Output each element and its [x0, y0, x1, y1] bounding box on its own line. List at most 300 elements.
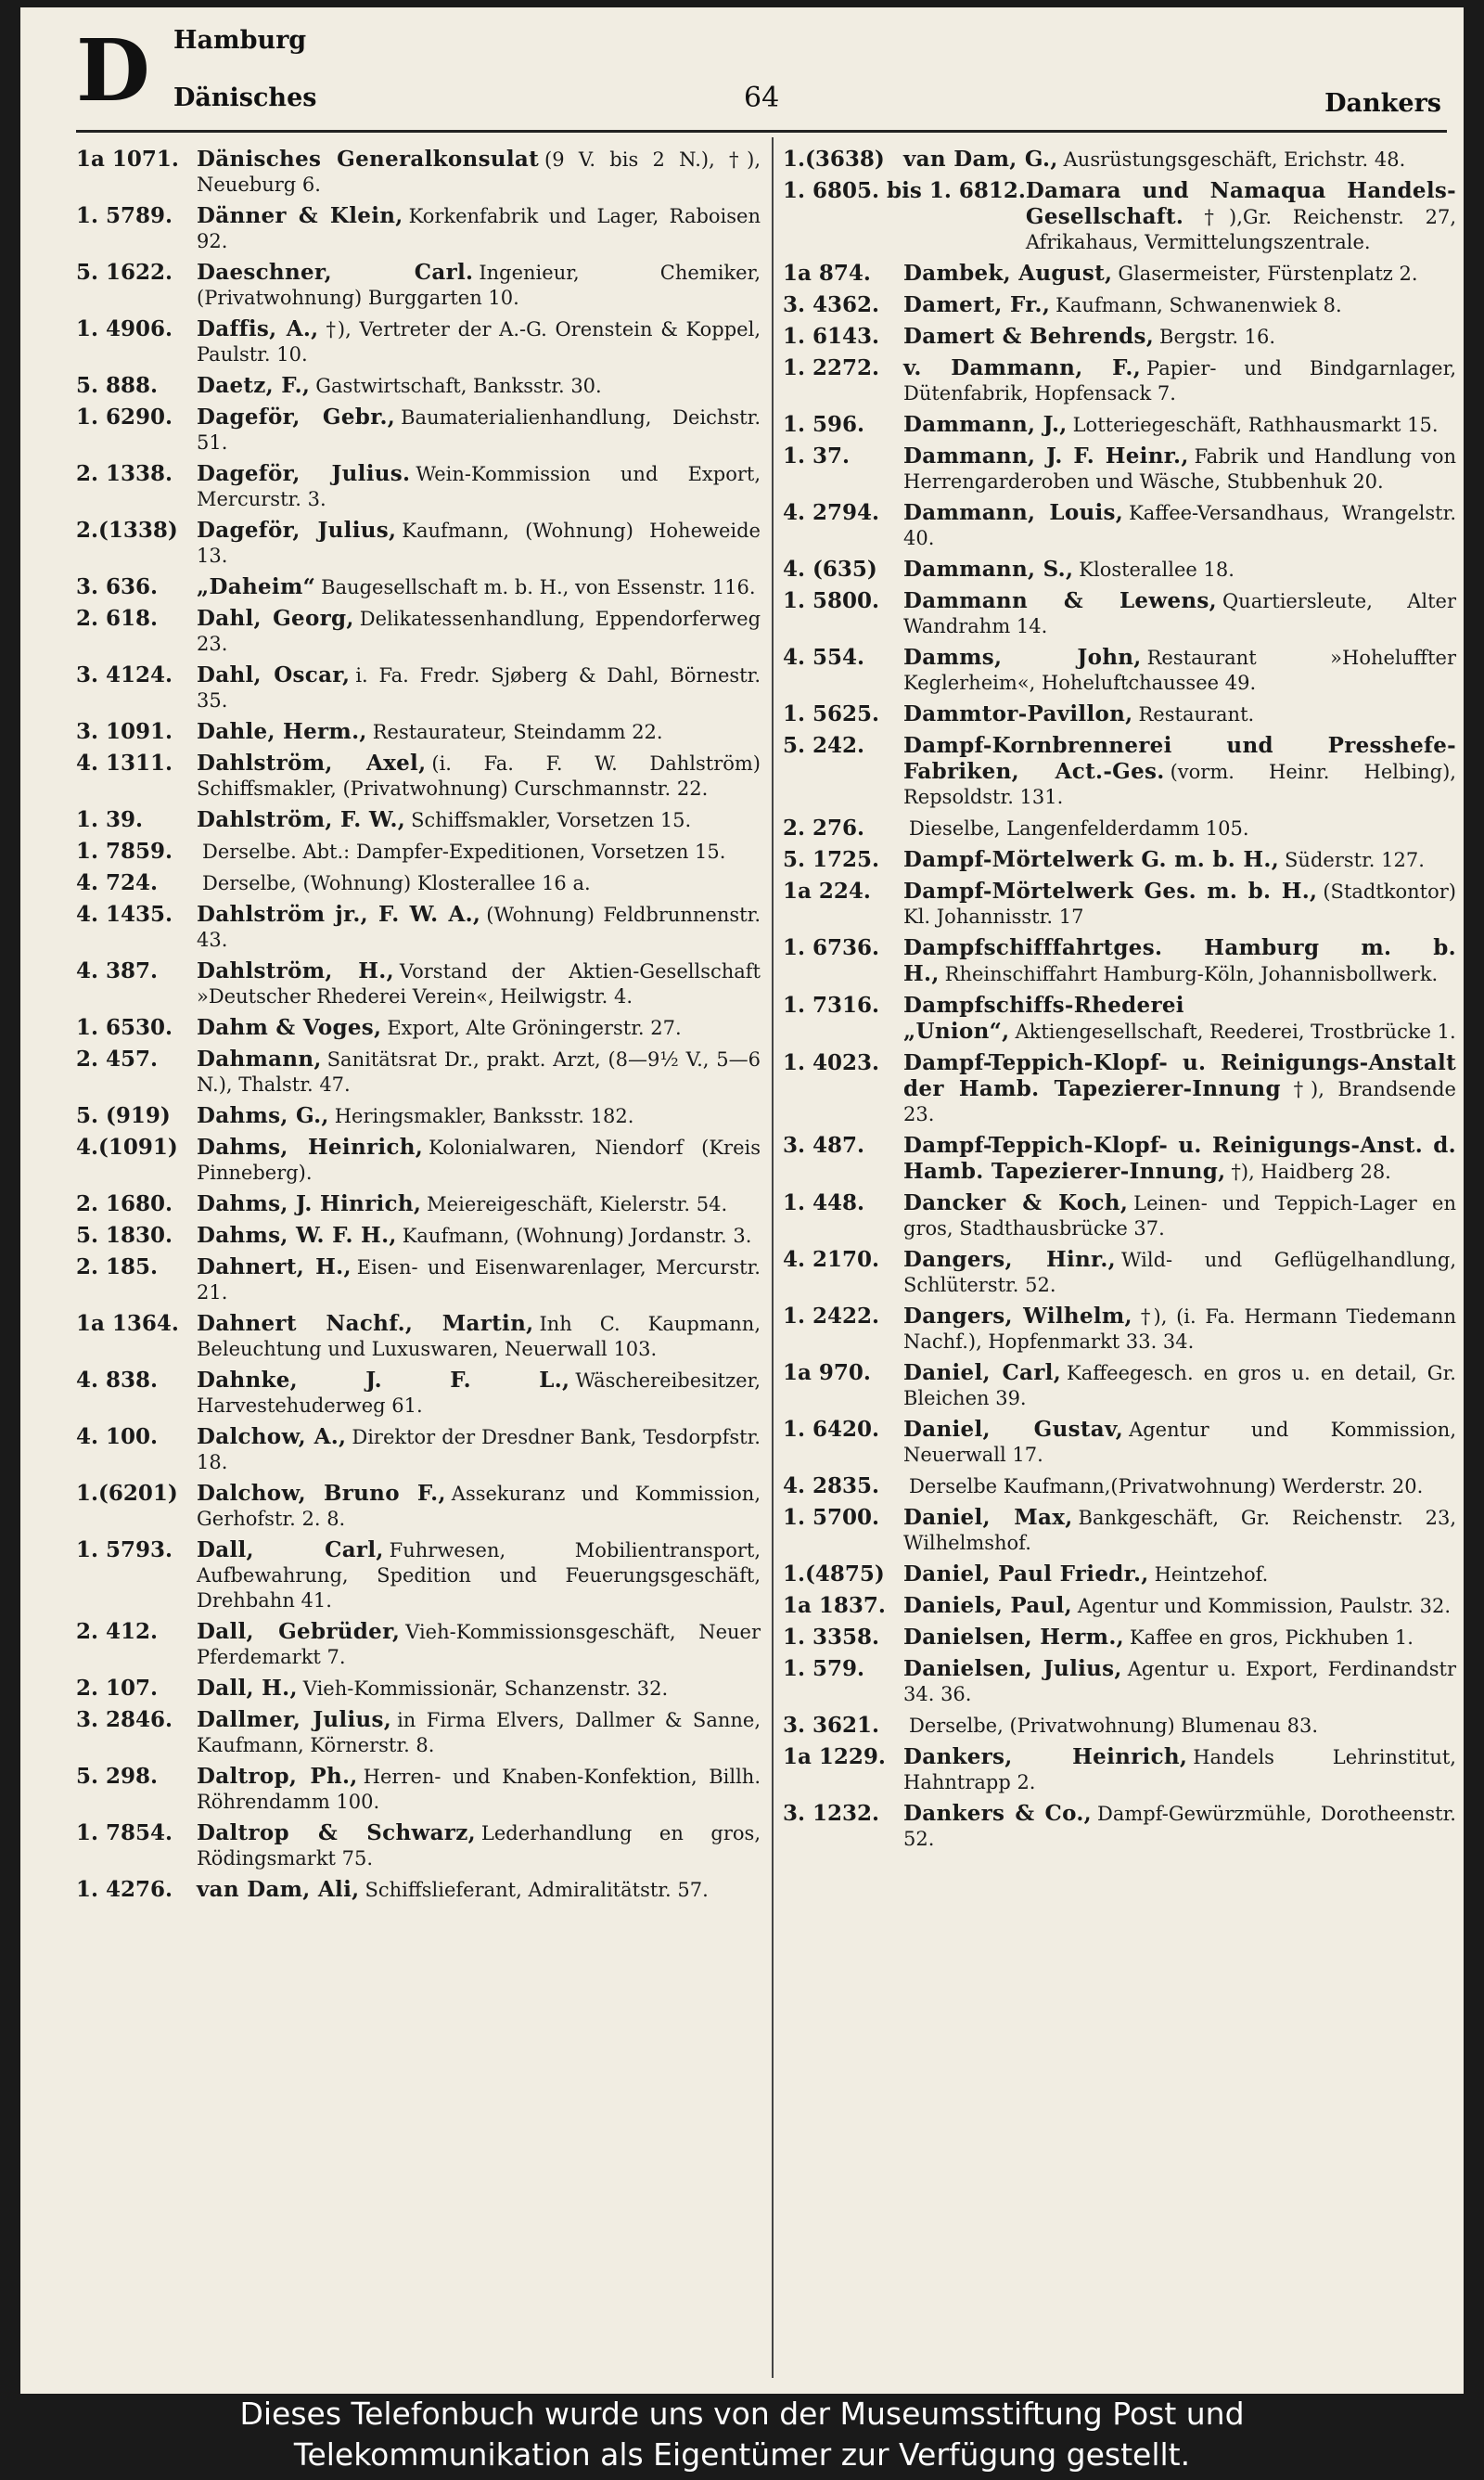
directory-entry: [76, 839, 761, 865]
directory-entry: [783, 879, 1456, 930]
subscriber-details: Baumaterialienhandlung, Deichstr. 51.: [197, 406, 761, 454]
subscriber-name: Daeschner, Carl.: [197, 260, 474, 285]
entry-text: [903, 1473, 1456, 1499]
subscriber-details: Gastwirtschaft, Banksstr. 30.: [315, 375, 602, 397]
subscriber-details: Bankgeschäft, Gr. Reichenstr. 23, Wilhelmshof.: [903, 1507, 1457, 1554]
subscriber-name: Dahl, Oscar,: [197, 662, 351, 687]
subscriber-details: Kolonialwaren, Niendorf (Kreis Pinneberg).: [197, 1137, 761, 1184]
directory-entry: [76, 958, 761, 1009]
directory-entry: [783, 1473, 1456, 1499]
subscriber-details: Derselbe, (Privatwohnung) Blumenau 83.: [909, 1715, 1319, 1737]
entry-text: [903, 1304, 1456, 1355]
entry-text: [197, 1877, 761, 1903]
directory-entry: [76, 1707, 761, 1758]
subscriber-details: Lotteriegeschäft, Rathhausmarkt 15.: [1072, 414, 1439, 436]
directory-entry: [76, 1047, 761, 1098]
entry-text: [197, 1619, 761, 1670]
phone-number: 1.(3638): [783, 147, 885, 172]
subscriber-details: Glasermeister, Fürstenplatz 2.: [1118, 263, 1418, 285]
entry-text: [197, 1047, 761, 1098]
left-column: [76, 147, 761, 1908]
subscriber-details: Dampf-Gewürzmühle, Dorotheenstr. 52.: [903, 1803, 1456, 1850]
entry-text: [903, 412, 1456, 438]
directory-entry: [76, 870, 761, 896]
subscriber-details: Wein-Kommission und Export, Mercurstr. 3.: [197, 463, 761, 510]
subscriber-name: Daniel, Gustav,: [903, 1417, 1124, 1442]
phone-number: 4. (635): [783, 557, 877, 582]
directory-entry: [76, 1764, 761, 1815]
subscriber-name: Dampfschiffs-Rhederei „Union“,: [903, 993, 1184, 1044]
directory-entry: [783, 1247, 1456, 1298]
subscriber-name: Daniel, Carl,: [903, 1360, 1062, 1385]
directory-entry: [76, 1619, 761, 1670]
directory-entry: [76, 1481, 761, 1532]
subscriber-details: Süderstr. 127.: [1285, 849, 1425, 871]
subscriber-name: Damert & Behrends,: [903, 324, 1155, 349]
directory-entry: [783, 1417, 1456, 1468]
subscriber-details: Kaffee-Versandhaus, Wrangelstr. 40.: [903, 502, 1456, 549]
subscriber-details: Restaurateur, Steindamm 22.: [372, 721, 663, 743]
entry-text: [903, 355, 1456, 406]
entry-text: [197, 1424, 761, 1475]
directory-entry: [76, 1368, 761, 1419]
footer-notice: [0, 2394, 1484, 2475]
subscriber-details: Schiffslieferant, Admiralitätstr. 57.: [365, 1879, 709, 1901]
subscriber-details: Wild- und Geflügelhandlung, Schlüterstr. 52.: [903, 1249, 1456, 1296]
subscriber-details: †), (i. Fa. Hermann Tiedemann Nachf.), Hopfenmarkt 33. 34.: [903, 1305, 1456, 1353]
subscriber-details: Quartiersleute, Alter Wandrahm 14.: [903, 590, 1456, 637]
entry-text: [197, 751, 761, 802]
phone-number: 4. 2794.: [783, 500, 880, 525]
subscriber-name: Dahnke, J. F. L.,: [197, 1368, 570, 1393]
footer-line-1: Dieses Telefonbuch wurde uns von der Museumsstiftung Post und: [239, 2396, 1245, 2432]
subscriber-name: Dambek, August,: [903, 261, 1113, 286]
subscriber-name: Dahms, Heinrich,: [197, 1135, 424, 1160]
subscriber-details: Agentur und Kommission, Paulstr. 32.: [1077, 1595, 1452, 1617]
phone-number: 1. 7859.: [76, 839, 173, 864]
subscriber-name: Dampf-Mörtelwerk Ges. m. b. H.,: [903, 879, 1318, 904]
entry-text: [197, 1311, 761, 1362]
phone-number: 1. 7316.: [783, 993, 880, 1018]
directory-entry: [76, 316, 761, 367]
subscriber-name: Dammann, Louis,: [903, 500, 1124, 525]
subscriber-details: Vieh-Kommissionär, Schanzenstr. 32.: [302, 1677, 669, 1700]
subscriber-name: Dampf-Kornbrennerei und Presshefe-Fabriken, Act.-Ges.: [903, 733, 1456, 784]
subscriber-details: Fuhrwesen, Mobilientransport, Aufbewahrung, Spedition und Feuerungsgeschäft, Drehbahn 41.: [197, 1539, 761, 1612]
entry-text: [903, 261, 1456, 287]
entry-text: [197, 902, 761, 953]
phone-number: 2. 185.: [76, 1254, 159, 1279]
subscriber-name: Dangers, Wilhelm,: [903, 1304, 1132, 1329]
directory-entry: [76, 1223, 761, 1249]
directory-entry: [783, 1656, 1456, 1707]
subscriber-details: Baugesellschaft m. b. H., von Essenstr. 116.: [321, 576, 756, 598]
entry-text: [903, 324, 1456, 350]
phone-number: 1. 2272.: [783, 355, 880, 380]
entry-text: [903, 701, 1456, 727]
directory-entry: [76, 574, 761, 600]
phone-number: 1.(4875): [783, 1561, 885, 1587]
subscriber-details: Sanitätsrat Dr., prakt. Arzt, (8—9½ V., 5—6 N.), Thalstr. 47.: [197, 1048, 761, 1096]
phone-number: 1a 970.: [783, 1360, 871, 1385]
subscriber-name: Dageför, Gebr.,: [197, 405, 396, 430]
subscriber-name: Dallmer, Julius,: [197, 1707, 392, 1732]
entry-text: [903, 1247, 1456, 1298]
subscriber-name: Daffis, A.,: [197, 316, 319, 341]
directory-entry: [783, 500, 1456, 551]
subscriber-name: Dalchow, A.,: [197, 1424, 347, 1449]
entry-text: [197, 405, 761, 456]
subscriber-name: Dall, Carl,: [197, 1537, 384, 1562]
subscriber-details: Kaufmann, (Wohnung) Hoheweide 13.: [197, 520, 761, 567]
directory-entry: [76, 1877, 761, 1903]
phone-number: 4. 1435.: [76, 902, 173, 927]
directory-entry: [783, 178, 1456, 255]
subscriber-details: Ausrüstungsgeschäft, Erichstr. 48.: [1063, 148, 1406, 171]
entry-text: [903, 588, 1456, 639]
directory-entry: [76, 751, 761, 802]
directory-entry: [76, 902, 761, 953]
subscriber-details: Kaufmann, (Wohnung) Jordanstr. 3.: [402, 1225, 752, 1247]
phone-number: 4.(1091): [76, 1135, 178, 1160]
subscriber-name: Danielsen, Herm.,: [903, 1625, 1124, 1650]
phone-number: 2.(1338): [76, 518, 178, 543]
phone-number: 5. 1622.: [76, 260, 173, 285]
subscriber-name: Dall, Gebrüder,: [197, 1619, 401, 1644]
entry-text: [903, 847, 1456, 873]
entry-text: [197, 147, 761, 198]
subscriber-details: (Stadtkontor) Kl. Johannisstr. 17: [903, 880, 1456, 928]
entry-text: [1026, 178, 1456, 255]
phone-number: 2. 618.: [76, 606, 159, 631]
subscriber-name: Dankers, Heinrich,: [903, 1744, 1188, 1769]
subscriber-details: Ingenieur, Chemiker, (Privatwohnung) Burggarten 10.: [197, 262, 761, 309]
subscriber-details: Meiereigeschäft, Kielerstr. 54.: [427, 1193, 728, 1215]
subscriber-name: Dänner & Klein,: [197, 203, 403, 228]
phone-number: 2. 1338.: [76, 461, 173, 486]
directory-entry: [783, 147, 1456, 173]
directory-entry: [76, 203, 761, 254]
entry-text: [903, 443, 1456, 495]
subscriber-name: Dahms, J. Hinrich,: [197, 1191, 422, 1216]
phone-number: 3. 4124.: [76, 662, 173, 687]
right-guide-word: Dankers: [1324, 89, 1441, 118]
phone-number: 1. 6736.: [783, 935, 880, 960]
subscriber-details: Vorstand der Aktien-Gesellschaft »Deutscher Rhederei Verein«, Heilwigstr. 4.: [197, 960, 761, 1008]
subscriber-details: (Wohnung) Feldbrunnenstr. 43.: [197, 904, 761, 951]
column-divider: [772, 137, 774, 2378]
subscriber-details: Restaurant »Hoheluffter Keglerheim«, Hoheluftchaussee 49.: [903, 647, 1456, 694]
phone-number: 1. 3358.: [783, 1625, 880, 1650]
subscriber-name: Dahnert Nachf., Martin,: [197, 1311, 534, 1336]
phone-number: 3. 1232.: [783, 1801, 880, 1826]
phone-number: 1. 39.: [76, 807, 144, 832]
subscriber-name: Dahl, Georg,: [197, 606, 354, 631]
subscriber-details: in Firma Elvers, Dallmer & Sanne, Kaufmann, Körnerstr. 8.: [197, 1709, 761, 1756]
entry-text: [903, 733, 1456, 810]
phone-number: 2. 276.: [783, 816, 865, 841]
subscriber-name: Damert, Fr.,: [903, 292, 1051, 317]
directory-entry: [783, 1713, 1456, 1739]
directory-entry: [76, 1103, 761, 1129]
entry-text: [197, 606, 761, 657]
phone-number: 3. 3621.: [783, 1713, 880, 1738]
phone-number: 1a 1837.: [783, 1593, 886, 1618]
entry-text: [197, 1223, 761, 1249]
subscriber-name: Damara und Namaqua Handels-Gesellschaft.: [1025, 178, 1456, 229]
subscriber-details: Leinen- und Teppich-Lager en gros, Stadthausbrücke 37.: [903, 1192, 1456, 1240]
directory-entry: [783, 588, 1456, 639]
directory-entry: [783, 733, 1456, 810]
phone-number: 1. 448.: [783, 1190, 865, 1215]
subscriber-details: Herren- und Knaben-Konfektion, Billh. Röhrendamm 100.: [197, 1766, 761, 1813]
subscriber-name: Dageför, Julius.: [197, 461, 411, 486]
subscriber-details: (i. Fa. F. W. Dahlström) Schiffsmakler, (Privatwohnung) Curschmannstr. 22.: [197, 752, 761, 800]
phone-number: 1. 5800.: [783, 588, 880, 613]
entry-text: [197, 839, 761, 865]
subscriber-name: Dammtor-Pavillon,: [903, 701, 1133, 726]
entry-text: [197, 1481, 761, 1532]
phone-number: 1. 579.: [783, 1656, 865, 1681]
phone-number: 2. 107.: [76, 1676, 159, 1701]
directory-entry: [783, 1801, 1456, 1852]
phone-number: 2. 1680.: [76, 1191, 173, 1216]
subscriber-name: Dahlström, F. W.,: [197, 807, 406, 832]
phone-number: 1. 5793.: [76, 1537, 173, 1562]
entry-text: [197, 1537, 761, 1613]
directory-entry: [76, 1191, 761, 1217]
footer-line-2: Telekommunikation als Eigentümer zur Verfügung gestellt.: [293, 2436, 1191, 2473]
subscriber-details: Aktiengesellschaft, Reederei, Trostbrücke 1.: [1015, 1021, 1456, 1043]
header-rule: [76, 130, 1447, 133]
phone-number: 1. 2422.: [783, 1304, 880, 1329]
entry-text: [903, 1190, 1456, 1241]
entry-text: [903, 1713, 1456, 1739]
subscriber-details: Dieselbe, Langenfelderdamm 105.: [909, 817, 1249, 840]
directory-entry: [76, 373, 761, 399]
subscriber-name: Dammann, S.,: [903, 557, 1074, 582]
subscriber-name: Dahnert, H.,: [197, 1254, 352, 1279]
phone-number: 5. 298.: [76, 1764, 159, 1789]
phone-number: 3. 1091.: [76, 719, 173, 744]
directory-entry: [76, 518, 761, 569]
subscriber-name: Dahlström, H.,: [197, 958, 394, 983]
subscriber-name: Dahlström, Axel,: [197, 751, 427, 776]
phone-number: 1a 1071.: [76, 147, 179, 172]
directory-entry: [76, 1820, 761, 1871]
entry-text: [903, 292, 1456, 318]
entry-text: [197, 958, 761, 1009]
entry-text: [197, 719, 761, 745]
phone-number: 4. 100.: [76, 1424, 159, 1449]
subscriber-name: Dänisches Generalkonsulat: [197, 147, 540, 172]
subscriber-name: Dahmann,: [197, 1047, 322, 1072]
phone-number: 5. 1830.: [76, 1223, 173, 1248]
directory-entry: [76, 1676, 761, 1702]
entry-text: [197, 807, 761, 833]
directory-entry: [783, 1744, 1456, 1795]
phone-number: 1. 6805. bis 1. 6812.: [783, 178, 1026, 203]
directory-entry: [76, 1135, 761, 1186]
directory-entry: [76, 807, 761, 833]
entry-text: [903, 1561, 1456, 1587]
phone-number: 1. 4276.: [76, 1877, 173, 1902]
subscriber-name: van Dam, G.,: [903, 147, 1058, 172]
subscriber-name: Dampf-Teppich-Klopf- u. Reinigungs-Anst. d. Hamb. Tapezierer-Innung,: [903, 1133, 1456, 1184]
entry-text: [903, 1360, 1456, 1411]
subscriber-name: Dahlström jr., F. W. A.,: [197, 902, 481, 927]
city-heading: Hamburg: [173, 26, 307, 55]
entry-text: [903, 1593, 1456, 1619]
subscriber-details: Export, Alte Gröningerstr. 27.: [387, 1017, 682, 1039]
subscriber-name: Dahm & Voges,: [197, 1015, 382, 1040]
entry-text: [197, 1103, 761, 1129]
entry-text: [197, 461, 761, 512]
directory-entry: [783, 1561, 1456, 1587]
phone-number: 1. 5789.: [76, 203, 173, 228]
phone-number: 5. (919): [76, 1103, 171, 1128]
directory-entry: [783, 324, 1456, 350]
phone-number: 4. 838.: [76, 1368, 159, 1393]
subscriber-details: Rheinschiffahrt Hamburg-Köln, Johannisbollwerk.: [944, 963, 1439, 985]
phone-number: 1a 224.: [783, 879, 871, 904]
directory-entry: [783, 557, 1456, 583]
subscriber-details: †),Gr. Reichenstr. 27, Afrikahaus, Vermittelungszentrale.: [1025, 206, 1456, 253]
phone-number: 1a 874.: [783, 261, 871, 286]
entry-text: [197, 518, 761, 569]
phone-number: 3. 636.: [76, 574, 159, 599]
phone-number: 1. 6420.: [783, 1417, 880, 1442]
entry-text: [903, 500, 1456, 551]
entry-text: [903, 1505, 1456, 1556]
subscriber-details: Derselbe Kaufmann,(Privatwohnung) Werderstr. 20.: [909, 1475, 1424, 1497]
directory-entry: [76, 1537, 761, 1613]
subscriber-name: Dammann, J. F. Heinr.,: [903, 443, 1189, 469]
subscriber-details: Wäschereibesitzer, Harvestehuderweg 61.: [197, 1369, 761, 1417]
directory-entry: [783, 701, 1456, 727]
subscriber-details: Agentur u. Export, Ferdinandstr 34. 36.: [903, 1658, 1456, 1705]
subscriber-name: Dall, H.,: [197, 1676, 298, 1701]
directory-entry: [76, 1254, 761, 1305]
directory-entry: [783, 412, 1456, 438]
entry-text: [197, 574, 761, 600]
subscriber-details: Bergstr. 16.: [1159, 326, 1276, 348]
entry-text: [903, 993, 1456, 1045]
directory-entry: [76, 147, 761, 198]
subscriber-details: Heintzehof.: [1154, 1563, 1269, 1586]
phone-number: 1. 596.: [783, 412, 865, 437]
subscriber-details: Assekuranz und Kommission, Gerhofstr. 2. 8.: [197, 1483, 761, 1530]
phone-number: 2. 457.: [76, 1047, 159, 1072]
subscriber-details: Agentur und Kommission, Neuerwall 17.: [903, 1419, 1456, 1466]
phone-number: 1. 6143.: [783, 324, 880, 349]
directory-entry: [76, 662, 761, 713]
directory-entry: [783, 1625, 1456, 1651]
subscriber-name: Dammann & Lewens,: [903, 588, 1217, 613]
entry-text: [903, 879, 1456, 930]
phone-number: 1a 1364.: [76, 1311, 179, 1336]
entry-text: [903, 645, 1456, 696]
entry-text: [197, 870, 761, 896]
entry-text: [903, 1656, 1456, 1707]
phone-number: 4. 2835.: [783, 1473, 880, 1498]
directory-entry: [76, 719, 761, 745]
subscriber-details: Derselbe, (Wohnung) Klosterallee 16 a.: [202, 872, 591, 894]
directory-entry: [76, 1311, 761, 1362]
phone-number: 4. 387.: [76, 958, 159, 983]
entry-text: [197, 1254, 761, 1305]
subscriber-name: Daltrop & Schwarz,: [197, 1820, 476, 1845]
entry-text: [197, 1707, 761, 1758]
entry-text: [903, 1050, 1456, 1127]
subscriber-details: †), Haidberg 28.: [1231, 1161, 1391, 1183]
entry-text: [197, 1676, 761, 1702]
subscriber-name: Dangers, Hinr.,: [903, 1247, 1116, 1272]
subscriber-details: Handels Lehrinstitut, Hahntrapp 2.: [903, 1746, 1456, 1793]
subscriber-name: Daltrop, Ph.,: [197, 1764, 358, 1789]
subscriber-name: Damms, John,: [903, 645, 1142, 670]
subscriber-details: i. Fa. Fredr. Sjøberg & Dahl, Börnestr. 35.: [197, 664, 761, 712]
directory-entry: [783, 261, 1456, 287]
subscriber-details: (9 V. bis 2 N.), †), Neueburg 6.: [197, 148, 761, 196]
subscriber-name: v. Dammann, F.,: [903, 355, 1142, 380]
phone-number: 1. 6530.: [76, 1015, 173, 1040]
subscriber-details: †), Brandsende 23.: [903, 1078, 1456, 1125]
phone-number: 1. 4906.: [76, 316, 173, 341]
entry-text: [197, 203, 761, 254]
directory-entry: [783, 1190, 1456, 1241]
subscriber-details: Kaffeegesch. en gros u. en detail, Gr. Bleichen 39.: [903, 1362, 1456, 1409]
phone-number: 2. 412.: [76, 1619, 159, 1644]
subscriber-details: Klosterallee 18.: [1079, 559, 1235, 581]
entry-text: [903, 147, 1456, 173]
entry-text: [197, 1820, 761, 1871]
entry-text: [197, 1015, 761, 1041]
subscriber-name: Dampf-Teppich-Klopf- u. Reinigungs-Anstalt der Hamb. Tapezierer-Innung: [903, 1050, 1456, 1101]
directory-entry: [783, 816, 1456, 842]
entry-text: [197, 316, 761, 367]
subscriber-name: Danielsen, Julius,: [903, 1656, 1122, 1681]
entry-text: [197, 373, 761, 399]
phone-number: 1.(6201): [76, 1481, 178, 1506]
entry-text: [197, 1135, 761, 1186]
directory-entry: [76, 606, 761, 657]
subscriber-details: Eisen- und Eisenwarenlager, Mercurstr. 21.: [197, 1256, 761, 1304]
phone-number: 3. 4362.: [783, 292, 880, 317]
subscriber-details: Direktor der Dresdner Bank, Tesdorpfstr. 18.: [197, 1426, 761, 1473]
subscriber-details: Kaufmann, Schwanenwiek 8.: [1055, 294, 1342, 316]
entry-text: [903, 557, 1456, 583]
directory-entry: [783, 1593, 1456, 1619]
subscriber-name: „Daheim“: [197, 574, 316, 599]
subscriber-details: Inh C. Kaupmann, Beleuchtung und Luxuswaren, Neuerwall 103.: [197, 1313, 761, 1360]
subscriber-name: Daniel, Paul Friedr.,: [903, 1561, 1149, 1587]
directory-entry: [783, 355, 1456, 406]
subscriber-details: (vorm. Heinr. Helbing), Repsoldstr. 131.: [903, 761, 1456, 808]
subscriber-name: Daniels, Paul,: [903, 1593, 1072, 1618]
phone-number: 1. 37.: [783, 443, 851, 469]
phone-number: 3. 487.: [783, 1133, 865, 1158]
entry-text: [197, 662, 761, 713]
directory-entry: [783, 645, 1456, 696]
phone-number: 1a 1229.: [783, 1744, 886, 1769]
directory-entry: [783, 292, 1456, 318]
subscriber-name: Dammann, J.,: [903, 412, 1068, 437]
subscriber-name: Daetz, F.,: [197, 373, 311, 398]
entry-text: [903, 1625, 1456, 1651]
subscriber-details: †), Vertreter der A.-G. Orenstein & Koppel, Paulstr. 10.: [197, 318, 761, 366]
subscriber-name: Dageför, Julius,: [197, 518, 397, 543]
